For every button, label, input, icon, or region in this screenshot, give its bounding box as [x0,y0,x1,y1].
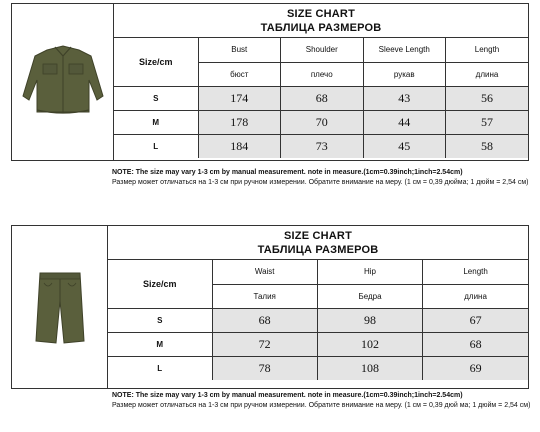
table-cell: 68 [423,332,528,356]
table-cell: 70 [281,110,364,134]
shorts-size-chart [11,225,529,389]
table-cell: 68 [212,308,317,332]
column-header-sleeve-length: Sleeve Length [363,38,446,62]
shorts-table-area [108,226,528,388]
table-row [114,86,528,110]
column-header-shoulder: Shoulder [281,38,364,62]
shorts-title-block [108,226,528,260]
table-cell: 72 [212,332,317,356]
column-header-length: Length [423,260,528,284]
table-row [114,134,528,158]
table-cell: 45 [363,134,446,158]
column-header-waist: Waist [212,260,317,284]
table-cell: 58 [446,134,529,158]
jacket-image-cell [12,4,114,160]
note-english: NOTE: The size may vary 1-3 cm by manual measurement. note in measure.(1cm=0.39inch;1inch=2.54cm) [112,392,463,399]
chart-title-ru: ТАБЛИЦА РАЗМЕРОВ [260,21,382,34]
table-row [108,332,528,356]
table-cell: 174 [198,86,281,110]
table-cell: 78 [212,356,317,380]
size-cm-header: Size/cm [114,38,198,86]
measurement-note [112,391,536,411]
column-header-waist-ru: Талия [212,284,317,308]
chart-title-en: SIZE CHART [287,7,355,20]
shorts-size-table [108,260,528,380]
table-cell: 43 [363,86,446,110]
header-row-en [108,260,528,284]
table-cell: 57 [446,110,529,134]
size-label: M [108,332,212,356]
table-cell: 44 [363,110,446,134]
header-row-en [114,38,528,62]
column-header-shoulder-ru: плечо [281,62,364,86]
table-cell: 184 [198,134,281,158]
column-header-hip-ru: Бедра [317,284,422,308]
size-cm-header: Size/cm [108,260,212,308]
column-header-sleeve-ru: рукав [363,62,446,86]
column-header-hip: Hip [317,260,422,284]
chart-title-en: SIZE CHART [284,229,352,242]
jacket-image [17,40,109,124]
column-header-length-ru: длина [423,284,528,308]
note-russian: Размер может отличаться на 1-3 см при ручном измерении. Обратите внимание на меру. (1 см = 0,39 дюй ма; 1 дюйм = 2,54 см) [112,402,531,409]
table-cell: 67 [423,308,528,332]
note-russian: Размер может отличаться на 1-3 см при ручном измерении. Обратите внимание на меру. (1 см = 0,39 дюйма; 1 дюйм = 2,54 см) [112,179,529,186]
table-cell: 73 [281,134,364,158]
column-header-bust-ru: бюст [198,62,281,86]
table-cell: 108 [317,356,422,380]
column-header-bust: Bust [198,38,281,62]
jacket-size-table [114,38,528,158]
column-header-length: Length [446,38,529,62]
table-cell: 102 [317,332,422,356]
table-row [114,110,528,134]
size-label: S [114,86,198,110]
jacket-size-chart [11,3,529,161]
table-cell: 69 [423,356,528,380]
size-label: L [114,134,198,158]
table-cell: 68 [281,86,364,110]
size-label: S [108,308,212,332]
size-label: L [108,356,212,380]
chart-title-ru: ТАБЛИЦА РАЗМЕРОВ [257,243,379,256]
table-cell: 178 [198,110,281,134]
table-row [108,356,528,380]
note-english: NOTE: The size may vary 1-3 cm by manual measurement. note in measure.(1cm=0.39inch;1inch=2.54cm) [112,169,463,176]
jacket-title-block [114,4,528,38]
shorts-image-cell [12,226,108,388]
size-label: M [114,110,198,134]
table-row [108,308,528,332]
table-cell: 56 [446,86,529,110]
measurement-note [112,168,536,188]
shorts-image [30,267,90,347]
column-header-length-ru: длина [446,62,529,86]
table-cell: 98 [317,308,422,332]
jacket-table-area [114,4,528,160]
